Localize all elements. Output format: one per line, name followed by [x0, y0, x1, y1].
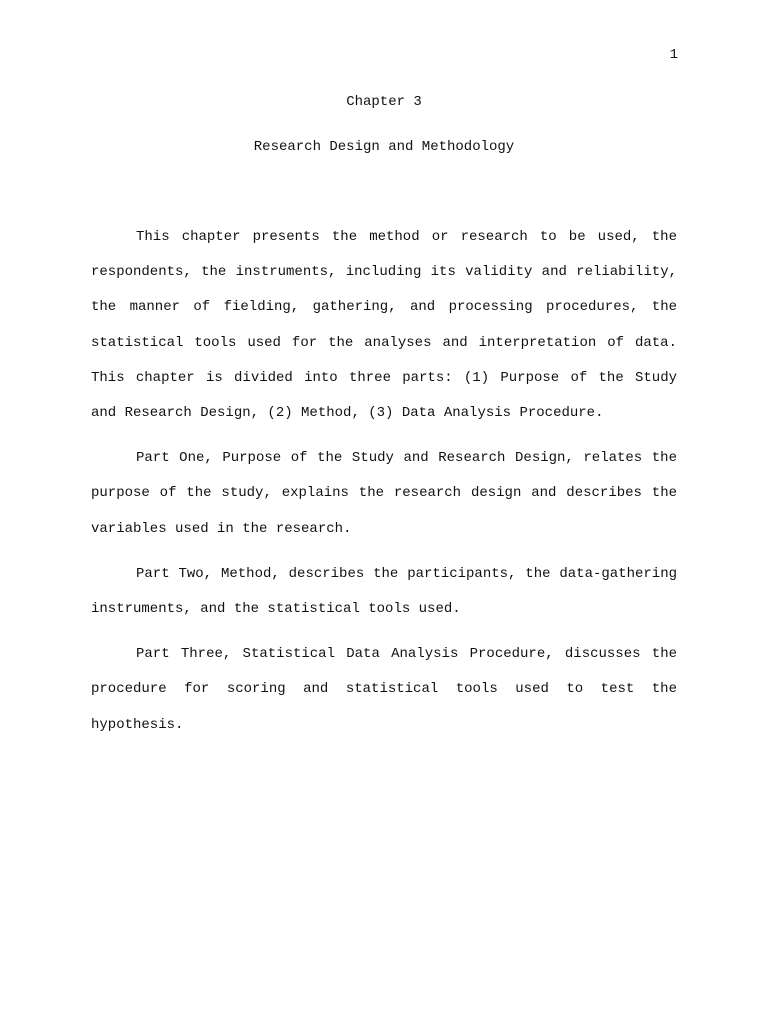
chapter-title: Research Design and Methodology [253, 139, 515, 155]
paragraph-intro: This chapter presents the method or research to be used, the respondents, the instruments, including its validity and reliability, the manner of fielding, gathering, and processing procedures, the statistical tools used for the analyses and interpretation of data. This chapter is divided into three parts: (1) Purpose of the Study and Research Design, (2) Method, (3) Data Analysis Procedure. [91, 229, 677, 422]
document-body [91, 220, 677, 753]
paragraph-part-two: Part Two, Method, describes the participants, the data-gathering instruments, and the statistical tools used. [91, 565, 677, 618]
paragraph-part-three: Part Three, Statistical Data Analysis Procedure, discusses the procedure for scoring and statistical tools used to test the hypothesis. [91, 646, 677, 733]
paragraph-part-one: Part One, Purpose of the Study and Research Design, relates the purpose of the study, explains the research design and describes the variables used in the research. [91, 450, 677, 537]
chapter-label: Chapter 3 [346, 94, 422, 110]
page-number: 1 [669, 47, 678, 63]
